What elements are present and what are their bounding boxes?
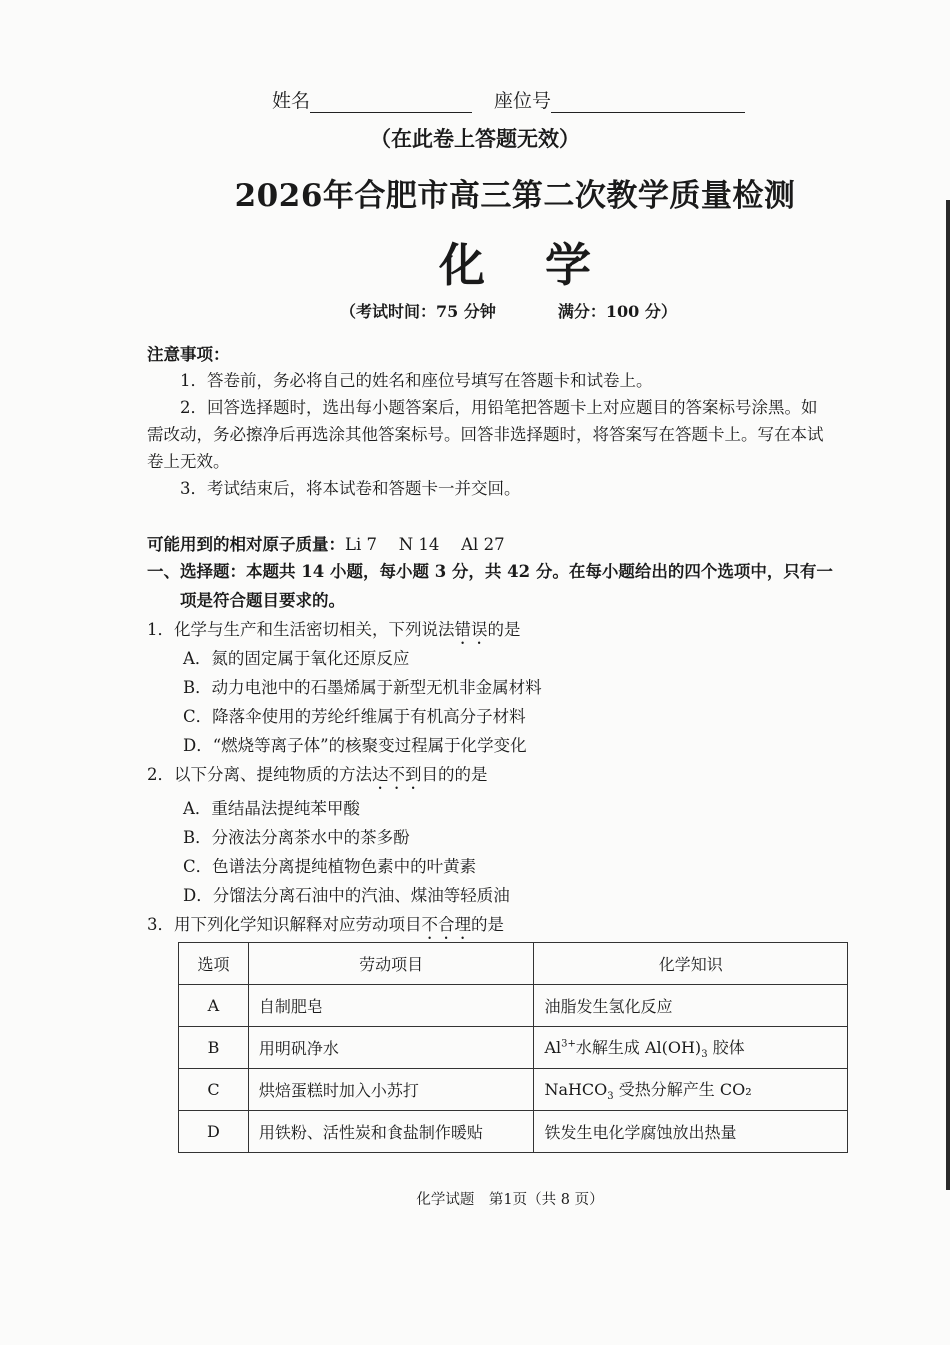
knowledge-text: NaHCO [544, 1079, 608, 1099]
row-knowledge [534, 1027, 848, 1069]
exam-info [340, 299, 677, 322]
row-option: A [179, 985, 249, 1027]
name-label: 姓名 [272, 90, 311, 112]
row-labor: 烘焙蛋糕时加入小苏打 [248, 1069, 534, 1111]
section-1-heading-line-1: 一、选择题：本题共 14 小题，每小题 3 分，共 42 分。在每小题给出的四个选项中，只有一 [147, 562, 833, 581]
page-footer: 化学试题 第1页（共 8 页） [416, 1192, 604, 1208]
q3-table-header-row [179, 943, 848, 985]
notes-title: 注意事项： [147, 345, 230, 364]
q2-option-c: C．色谱法分离提纯植物色素中的叶黄素 [183, 857, 477, 876]
name-blank [310, 92, 472, 113]
row-option: D [179, 1111, 249, 1153]
q3-stem [147, 910, 504, 943]
q1-stem-emphasis: 错误 [454, 620, 488, 639]
note-item-3: 3．考试结束后，将本试卷和答题卡一并交回。 [180, 479, 521, 498]
knowledge-text: 铁发生电化学腐蚀放出热量 [544, 1123, 737, 1142]
exam-time: （考试时间：75 分钟 [340, 302, 496, 321]
q1-option-a: A．氮的固定属于氧化还原反应 [183, 649, 410, 668]
table-row [179, 985, 848, 1027]
table-row [179, 1069, 848, 1111]
q3-table [178, 942, 848, 1153]
seat-label: 座位号 [494, 90, 552, 112]
note-item-2-line-1: 2．回答选择题时，选出每小题答案后，用铅笔把答题卡上对应题目的答案标号涂黑。如 [180, 398, 818, 417]
invalid-note: （在此卷上答题无效） [370, 126, 580, 151]
knowledge-subscript: 3 [701, 1049, 708, 1061]
atomic-mass-line [147, 530, 505, 559]
knowledge-superscript: 3+ [561, 1038, 576, 1050]
knowledge-subscript: 3 [607, 1091, 614, 1103]
q2-option-d: D．分馏法分离石油中的汽油、煤油等轻质油 [183, 886, 510, 905]
q2-option-b: B．分液法分离茶水中的茶多酚 [183, 828, 410, 847]
exam-score: 满分：100 分） [557, 302, 677, 321]
q1-stem-text: 1．化学与生产和生活密切相关，下列说法 [147, 620, 455, 639]
note-item-2-line-2: 需改动，务必擦净后再选涂其他答案标号。回答非选择题时，将答案写在答题卡上。写在本试 [147, 425, 824, 444]
knowledge-text-mid: 水解生成 Al(OH) [575, 1037, 702, 1057]
name-seat-line [272, 86, 745, 113]
knowledge-text: Al [544, 1037, 562, 1057]
q2-stem-emphasis: 达不到 [372, 765, 422, 784]
knowledge-text-end: 胶体 [707, 1037, 745, 1057]
knowledge-text-end: 受热分解产生 CO₂ [613, 1079, 752, 1099]
atomic-mass-values: Li 7 N 14 Al 27 [345, 535, 505, 554]
q1-option-b: B．动力电池中的石墨烯属于新型无机非金属材料 [183, 678, 542, 697]
row-knowledge [534, 1069, 848, 1111]
knowledge-text: 油脂发生氢化反应 [544, 997, 673, 1016]
q3-header-labor: 劳动项目 [248, 943, 534, 985]
q1-option-d: D．“燃烧等离子体”的核聚变过程属于化学变化 [183, 736, 527, 755]
q1-stem-end: 的是 [487, 620, 521, 639]
subject-title: 化学 [439, 238, 651, 292]
row-option: C [179, 1069, 249, 1111]
q3-header-option: 选项 [179, 943, 249, 985]
q3-stem-text: 3．用下列化学知识解释对应劳动项目 [147, 915, 422, 934]
row-labor: 用铁粉、活性炭和食盐制作暖贴 [248, 1111, 534, 1153]
q3-stem-end: 的是 [471, 915, 504, 934]
row-option: B [179, 1027, 249, 1069]
row-knowledge [534, 1111, 848, 1153]
exam-title: 2026年合肥市高三第二次教学质量检测 [234, 178, 796, 214]
row-labor: 自制肥皂 [248, 985, 534, 1027]
row-knowledge [534, 985, 848, 1027]
q2-stem-text: 2．以下分离、提纯物质的方法 [147, 765, 372, 784]
section-1-heading-line-2: 项是符合题目要求的。 [180, 591, 345, 610]
scan-edge-shadow [946, 200, 950, 1190]
q2-stem-end: 目的的是 [421, 765, 488, 784]
atomic-mass-label: 可能用到的相对原子质量： [147, 535, 345, 554]
q2-option-a: A．重结晶法提纯苯甲酸 [183, 799, 360, 818]
q1-option-c: C．降落伞使用的芳纶纤维属于有机高分子材料 [183, 707, 526, 726]
q2-stem [147, 760, 488, 793]
note-item-1: 1．答卷前，务必将自己的姓名和座位号填写在答题卡和试卷上。 [180, 371, 653, 390]
seat-blank [551, 92, 745, 113]
table-row [179, 1027, 848, 1069]
q3-stem-emphasis: 不合理 [421, 915, 471, 934]
row-labor: 用明矾净水 [248, 1027, 534, 1069]
note-item-2-line-3: 卷上无效。 [147, 452, 230, 471]
table-row [179, 1111, 848, 1153]
q3-header-knowledge: 化学知识 [534, 943, 848, 985]
